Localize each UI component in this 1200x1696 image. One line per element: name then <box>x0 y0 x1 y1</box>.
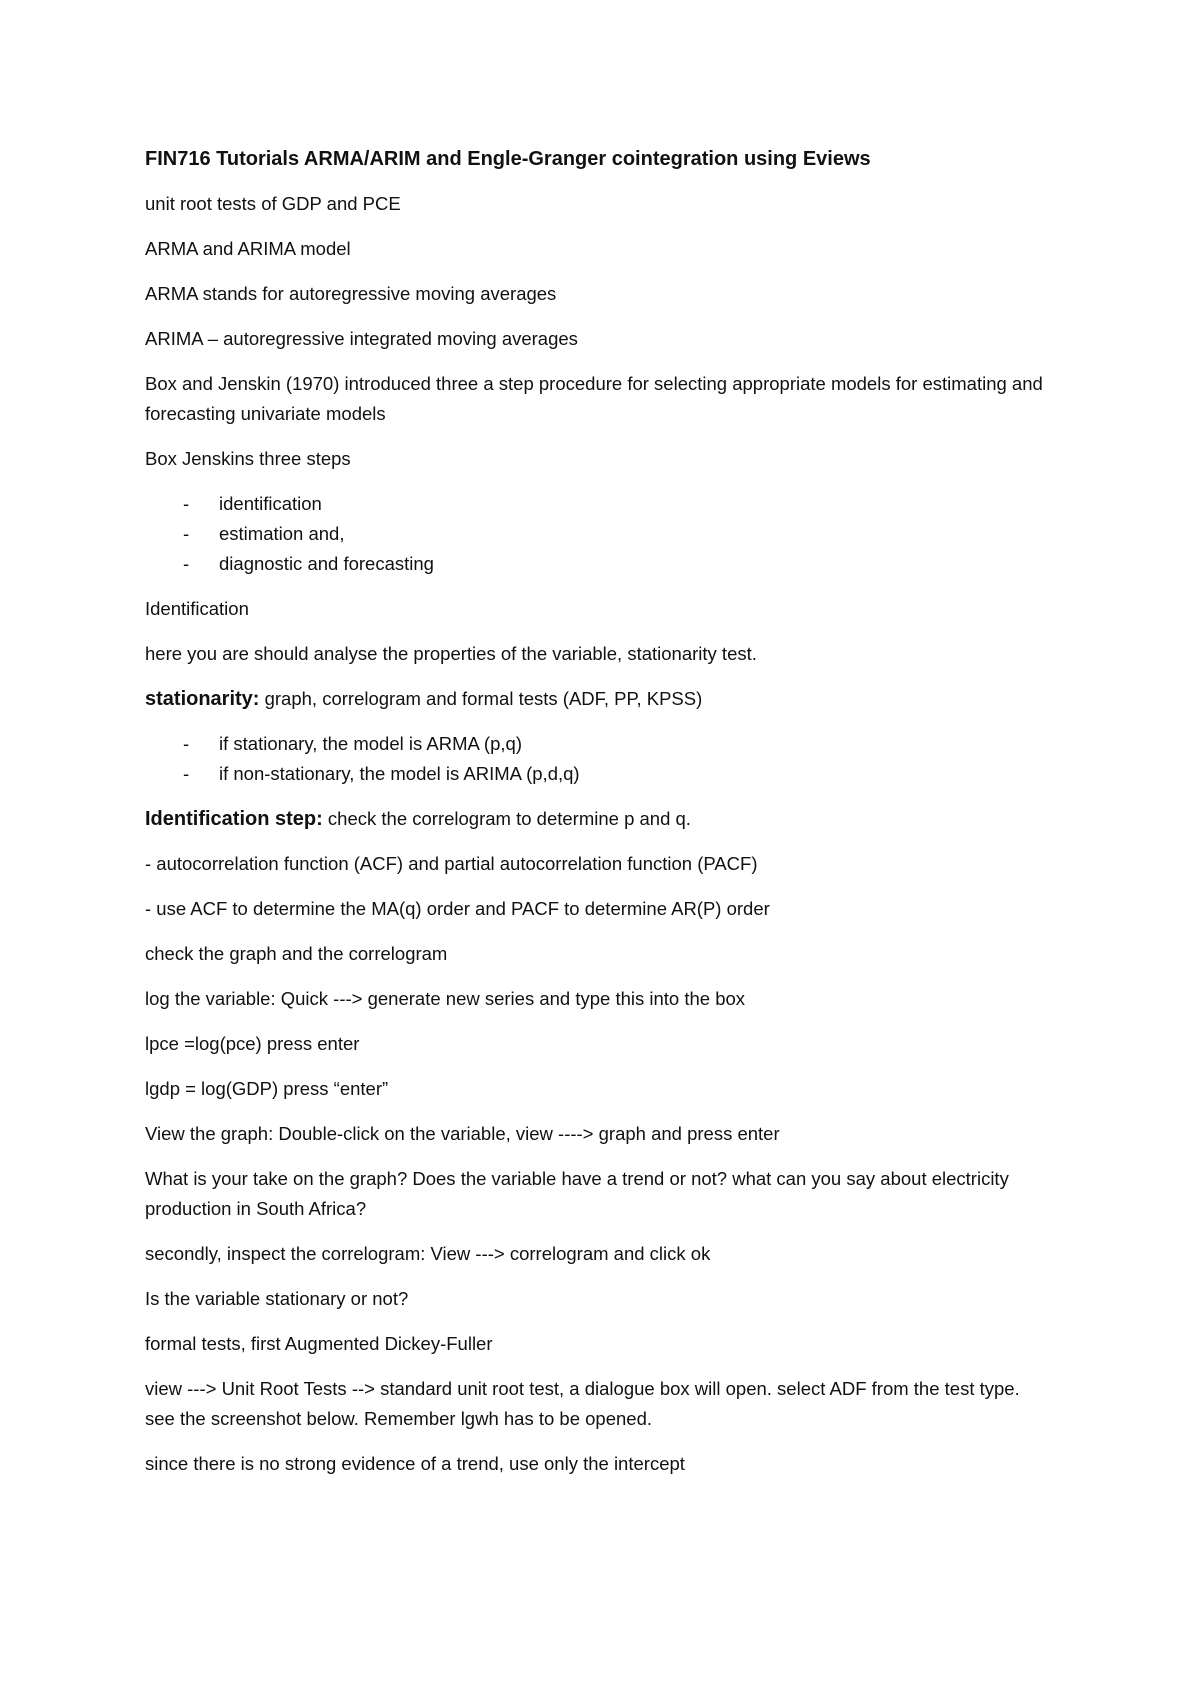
stationarity-lead: stationarity: <box>145 688 260 710</box>
paragraph-unit-root: unit root tests of GDP and PCE <box>145 193 401 214</box>
paragraph-three-steps: Box Jenskins three steps <box>145 448 351 469</box>
paragraph-analyse-properties: here you are should analyse the properties of the variable, stationarity test. <box>145 643 757 664</box>
paragraph-identification-step <box>145 804 1045 834</box>
paragraph-check-graph: check the graph and the correlogram <box>145 943 448 964</box>
paragraph-view-graph: View the graph: Double-click on the variable, view ----> graph and press enter <box>145 1123 780 1144</box>
list-item <box>145 489 1045 519</box>
paragraph-formal-tests: formal tests, first Augmented Dickey-Fuller <box>145 1333 493 1354</box>
paragraph-inspect-correlogram: secondly, inspect the correlogram: View ---> correlogram and click ok <box>145 1243 711 1264</box>
list-item-text: estimation and, <box>219 523 345 544</box>
document-title: FIN716 Tutorials ARMA/ARIM and Engle-Granger cointegration using Eviews <box>145 148 871 170</box>
list-dash: - <box>183 763 190 784</box>
list-item <box>145 519 1045 549</box>
stationarity-text: graph, correlogram and formal tests (ADF, PP, KPSS) <box>259 688 703 709</box>
paragraph-log-variable: log the variable: Quick ---> generate new series and type this into the box <box>145 988 746 1009</box>
paragraph-is-stationary: Is the variable stationary or not? <box>145 1288 409 1309</box>
identification-step-lead: Identification step: <box>145 808 323 830</box>
list-item-text: if non-stationary, the model is ARIMA (p,d,q) <box>219 763 580 784</box>
list-dash: - <box>183 523 190 544</box>
paragraph-arma-def: ARMA stands for autoregressive moving averages <box>145 283 557 304</box>
paragraph-stationarity <box>145 684 1045 714</box>
list-item-text: identification <box>219 493 322 514</box>
paragraph-lpce: lpce =log(pce) press enter <box>145 1033 360 1054</box>
list-item <box>145 759 1045 789</box>
paragraph-unit-root-tests: view ---> Unit Root Tests --> standard unit root test, a dialogue box will open. select ADF from the test type. see the screenshot below. Remember lgwh has to be opened. <box>145 1378 1020 1429</box>
list-item <box>145 729 1045 759</box>
paragraph-arma-arima: ARMA and ARIMA model <box>145 238 351 259</box>
list-dash: - <box>183 553 190 574</box>
paragraph-box-jenkins: Box and Jenskin (1970) introduced three a step procedure for selecting appropriate models for estimating and forecasting univariate models <box>145 373 1043 424</box>
document-content <box>145 144 1045 1494</box>
models-list <box>145 729 1045 789</box>
paragraph-arima-def: ARIMA – autoregressive integrated moving averages <box>145 328 578 349</box>
paragraph-use-acf: - use ACF to determine the MA(q) order and PACF to determine AR(P) order <box>145 898 770 919</box>
list-item <box>145 549 1045 579</box>
paragraph-acf-pacf: - autocorrelation function (ACF) and partial autocorrelation function (PACF) <box>145 853 758 874</box>
identification-step-text: check the correlogram to determine p and q. <box>322 808 691 829</box>
paragraph-identification: Identification <box>145 598 249 619</box>
list-dash: - <box>183 733 190 754</box>
list-dash: - <box>183 493 190 514</box>
paragraph-lgdp: lgdp = log(GDP) press “enter” <box>145 1078 389 1099</box>
paragraph-take-on-graph: What is your take on the graph? Does the variable have a trend or not? what can you say about electricity production in South Africa? <box>145 1168 1009 1219</box>
paragraph-intercept: since there is no strong evidence of a trend, use only the intercept <box>145 1453 685 1474</box>
list-item-text: diagnostic and forecasting <box>219 553 434 574</box>
steps-list <box>145 489 1045 579</box>
list-item-text: if stationary, the model is ARMA (p,q) <box>219 733 522 754</box>
